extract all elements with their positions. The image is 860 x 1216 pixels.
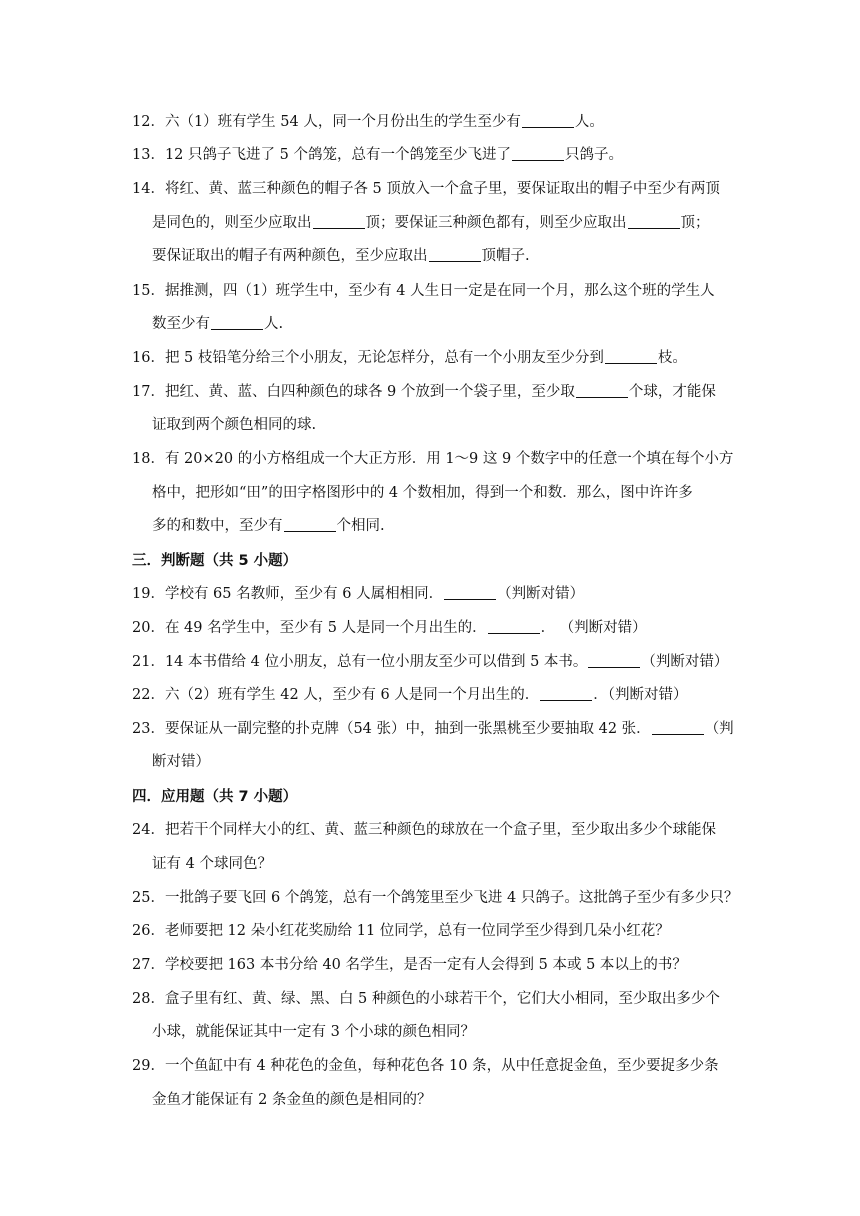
- section-3-heading: 三．判断题（共 5 小题）: [132, 553, 298, 569]
- question-number: 19．: [132, 586, 165, 602]
- question-number: 28．: [132, 991, 165, 1007]
- question-text: 一个鱼缸中有 4 种花色的金鱼，每种花色各 10 条，从中任意捉金鱼，至少要捉多少条: [164, 1058, 719, 1074]
- question-text: 老师要把 12 朵小红花奖励给 11 位同学，总有一位同学至少得到几朵小红花？: [164, 923, 670, 939]
- question-24: [132, 820, 732, 840]
- question-text: 数至少有: [152, 316, 210, 332]
- question-14-line-3: [152, 246, 732, 266]
- question-17-line-2: [152, 415, 732, 435]
- question-text: 六（2）班有学生 42 人，至少有 6 人是同一个月出生的．: [164, 687, 540, 703]
- question-text: 小球，就能保证其中一定有 3 个小球的颜色相同？: [152, 1024, 475, 1040]
- question-text: 顶；要保证三种颜色都有，则至少应取出: [365, 215, 627, 231]
- answer-blank[interactable]: [211, 315, 263, 330]
- question-number: 17．: [132, 384, 165, 400]
- question-24-line-2: [152, 854, 732, 874]
- question-number: 23．: [132, 721, 165, 737]
- question-23: [132, 719, 732, 739]
- question-text: 学校要把 163 本书分给 40 名学生，是否一定有人会得到 5 本或 5 本以上的书？: [164, 957, 687, 973]
- question-12: [132, 112, 732, 132]
- question-text: 12 只鸽子飞进了 5 个鸽笼，总有一个鸽笼至少飞进了: [164, 147, 511, 163]
- question-number: 14．: [132, 181, 165, 197]
- section-4-heading: 四．应用题（共 7 小题）: [132, 789, 298, 805]
- question-21: [132, 652, 732, 672]
- question-text: 枝。: [657, 350, 687, 366]
- question-number: 15．: [132, 283, 165, 299]
- question-22: [132, 685, 732, 705]
- question-text: 人。: [574, 114, 604, 130]
- answer-blank[interactable]: [652, 720, 704, 735]
- question-text: 断对错）: [152, 754, 210, 770]
- question-text: （判: [704, 721, 734, 737]
- question-number: 26．: [132, 923, 165, 939]
- question-text: 有 20×20 的小方格组成一个大正方形．用 1～9 这 9 个数字中的任意一个填在每个小方: [164, 451, 734, 467]
- question-text: 只鸽子。: [564, 147, 623, 163]
- question-number: 21．: [132, 654, 165, 670]
- question-number: 16．: [132, 350, 165, 366]
- question-text: 顶帽子.: [481, 248, 530, 264]
- question-number: 20．: [132, 620, 165, 636]
- question-29: [132, 1056, 732, 1076]
- question-20: [132, 618, 732, 638]
- answer-blank[interactable]: [284, 517, 336, 532]
- question-number: 27．: [132, 957, 165, 973]
- question-text: ． （判断对错）: [540, 620, 647, 636]
- question-text: 金鱼才能保证有 2 条金鱼的颜色是相同的？: [152, 1092, 432, 1108]
- question-text: 要保证取出的帽子有两种颜色，至少应取出: [152, 248, 428, 264]
- answer-blank[interactable]: [522, 113, 574, 128]
- question-text: 一批鸽子要飞回 6 个鸽笼，总有一个鸽笼里至少飞进 4 只鸽子。这批鸽子至少有多少只？: [164, 890, 739, 906]
- question-14: [132, 179, 732, 199]
- question-26: [132, 921, 732, 941]
- question-text: （判断对错）: [497, 586, 585, 602]
- question-number: 22．: [132, 687, 165, 703]
- question-23-line-2: [152, 752, 732, 772]
- question-number: 24．: [132, 822, 165, 838]
- question-27: [132, 955, 732, 975]
- question-text: 个相同.: [336, 518, 385, 534]
- question-text: 六（1）班有学生 54 人，同一个月份出生的学生至少有: [164, 114, 521, 130]
- answer-blank[interactable]: [576, 383, 628, 398]
- question-28-line-2: [152, 1022, 732, 1042]
- question-text: 据推测，四（1）班学生中，至少有 4 人生日一定是在同一个月，那么这个班的学生人: [164, 283, 715, 299]
- question-text: 是同色的，则至少应取出: [152, 215, 312, 231]
- question-13: [132, 145, 732, 165]
- answer-blank[interactable]: [588, 653, 640, 668]
- answer-blank[interactable]: [628, 214, 680, 229]
- question-text: 把红、黄、蓝、白四种颜色的球各 9 个放到一个袋子里，至少取: [164, 384, 575, 400]
- question-number: 29．: [132, 1058, 165, 1074]
- question-25: [132, 888, 739, 908]
- answer-blank[interactable]: [444, 585, 496, 600]
- question-15: [132, 281, 732, 301]
- question-18: [132, 449, 732, 469]
- question-16: [132, 348, 732, 368]
- question-text: 证有 4 个球同色？: [152, 856, 272, 872]
- question-text: 多的和数中，至少有: [152, 518, 283, 534]
- answer-blank[interactable]: [313, 214, 365, 229]
- question-number: 13．: [132, 147, 165, 163]
- question-text: 格中，把形如“田”的田字格图形中的 4 个数相加，得到一个和数．那么，图中许许多: [152, 485, 693, 501]
- question-text: 学校有 65 名教师，至少有 6 人属相相同．: [164, 586, 444, 602]
- answer-blank[interactable]: [488, 619, 540, 634]
- question-number: 12．: [132, 114, 165, 130]
- question-text: 在 49 名学生中，至少有 5 人是同一个月出生的．: [164, 620, 487, 636]
- question-text: 要保证从一副完整的扑克牌（54 张）中，抽到一张黑桃至少要抽取 42 张．: [164, 721, 651, 737]
- question-text: 个球，才能保: [628, 384, 716, 400]
- question-18-line-3: [152, 516, 732, 536]
- answer-blank[interactable]: [540, 686, 592, 701]
- question-text: （判断对错）: [641, 654, 729, 670]
- question-19: [132, 584, 732, 604]
- question-text: ．（判断对错）: [593, 687, 688, 703]
- question-text: 14 本书借给 4 位小朋友，总有一位小朋友至少可以借到 5 本书。: [164, 654, 588, 670]
- question-17: [132, 382, 732, 402]
- question-28: [132, 989, 732, 1009]
- answer-blank[interactable]: [512, 146, 564, 161]
- question-text: 盒子里有红、黄、绿、黑、白 5 种颜色的小球若干个，它们大小相同，至少取出多少个: [164, 991, 720, 1007]
- answer-blank[interactable]: [605, 349, 657, 364]
- question-text: 顶；: [680, 215, 710, 231]
- answer-blank[interactable]: [429, 247, 481, 262]
- question-text: 证取到两个颜色相同的球.: [152, 417, 317, 433]
- question-number: 18．: [132, 451, 165, 467]
- question-text: 人.: [264, 316, 284, 332]
- question-text: 将红、黄、蓝三种颜色的帽子各 5 顶放入一个盒子里，要保证取出的帽子中至少有两顶: [164, 181, 720, 197]
- question-15-line-2: [152, 314, 732, 334]
- question-18-line-2: [152, 483, 732, 503]
- question-text: 把若干个同样大小的红、黄、蓝三种颜色的球放在一个盒子里，至少取出多少个球能保: [164, 822, 716, 838]
- question-29-line-2: [152, 1090, 732, 1110]
- question-number: 25．: [132, 890, 165, 906]
- question-14-line-2: [152, 213, 732, 233]
- question-text: 把 5 枝铅笔分给三个小朋友，无论怎样分，总有一个小朋友至少分到: [164, 350, 604, 366]
